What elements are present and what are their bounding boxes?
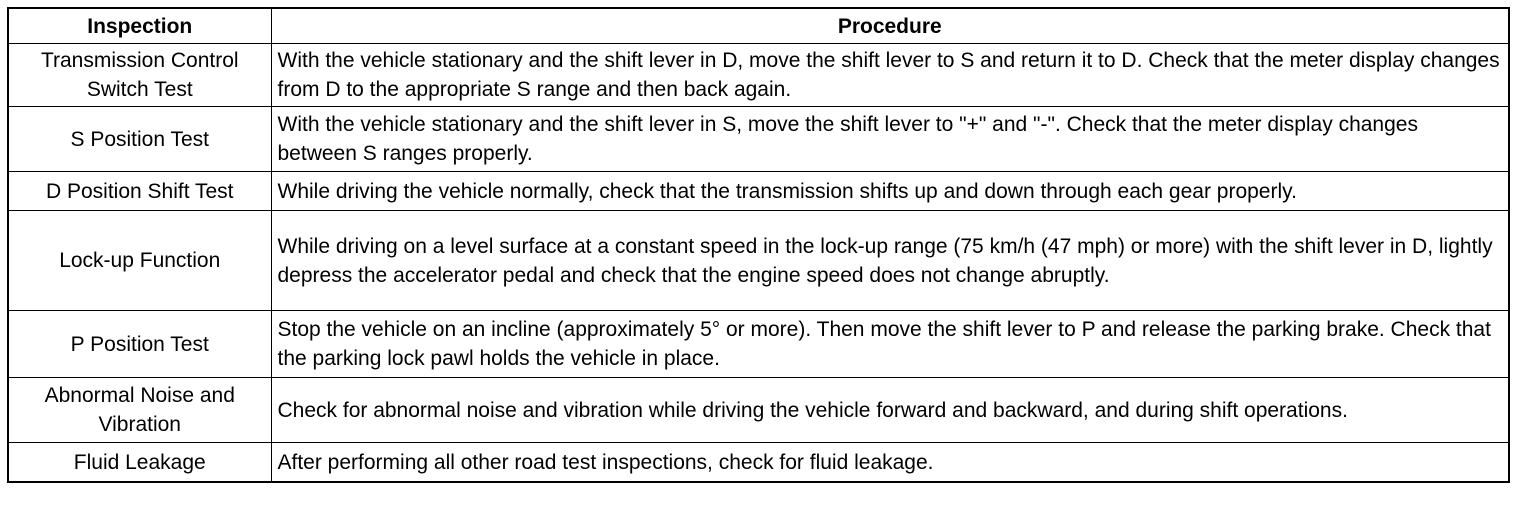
table-row [8, 311, 1509, 378]
table-row [8, 378, 1509, 443]
inspection-cell: S Position Test [8, 107, 271, 172]
table-row [8, 44, 1509, 107]
procedure-cell: While driving the vehicle normally, check that the transmission shifts up and down through each gear properly. [271, 172, 1509, 211]
table-header-row [8, 8, 1509, 44]
procedure-column-header: Procedure [271, 8, 1509, 44]
inspection-cell: Fluid Leakage [8, 443, 271, 483]
procedure-cell: While driving on a level surface at a constant speed in the lock-up range (75 km/h (47 mph) or more) with the shift lever in D, lightly depress the accelerator pedal and check that the engine speed does not change abruptly. [271, 211, 1509, 311]
procedure-cell: Check for abnormal noise and vibration while driving the vehicle forward and backward, and during shift operations. [271, 378, 1509, 443]
procedure-cell: With the vehicle stationary and the shift lever in S, move the shift lever to "+" and "-". Check that the meter display changes between S ranges properly. [271, 107, 1509, 172]
table-row [8, 211, 1509, 311]
table-row [8, 107, 1509, 172]
inspection-cell: Lock-up Function [8, 211, 271, 311]
inspection-cell: Abnormal Noise and Vibration [8, 378, 271, 443]
road-test-inspection-table-container [7, 7, 1508, 483]
table-row [8, 443, 1509, 483]
procedure-cell: With the vehicle stationary and the shift lever in D, move the shift lever to S and return it to D. Check that the meter display changes from D to the appropriate S range and then back again. [271, 44, 1509, 107]
inspection-cell: P Position Test [8, 311, 271, 378]
road-test-inspection-table [7, 7, 1510, 483]
inspection-cell: Transmission Control Switch Test [8, 44, 271, 107]
table-row [8, 172, 1509, 211]
inspection-cell: D Position Shift Test [8, 172, 271, 211]
procedure-cell: Stop the vehicle on an incline (approximately 5° or more). Then move the shift lever to P and release the parking brake. Check that the parking lock pawl holds the vehicle in place. [271, 311, 1509, 378]
inspection-column-header: Inspection [8, 8, 271, 44]
procedure-cell: After performing all other road test inspections, check for fluid leakage. [271, 443, 1509, 483]
